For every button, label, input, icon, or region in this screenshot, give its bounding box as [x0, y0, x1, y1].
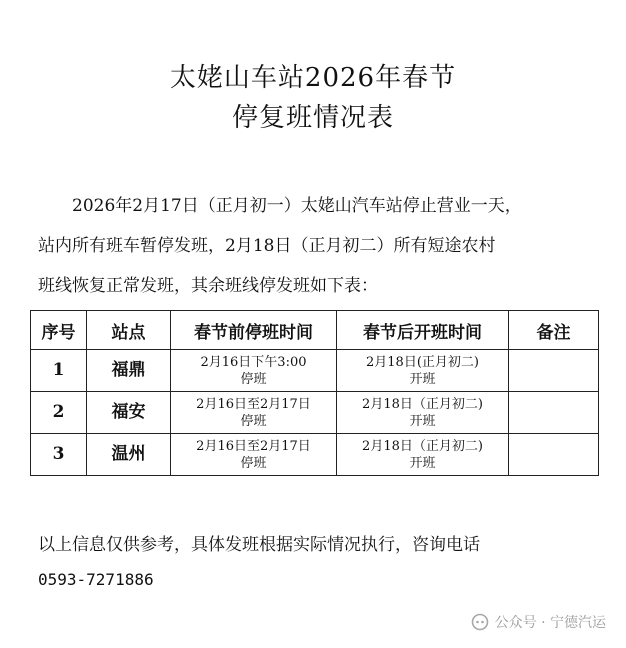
row-after-line2: 开班 [409, 413, 436, 429]
table-row [31, 392, 599, 434]
row-before-line1: 2月16日至2月17日 [196, 396, 311, 412]
row-station: 福安 [87, 392, 171, 434]
row-note [509, 350, 599, 392]
header-station: 站点 [87, 311, 171, 350]
row-station: 温州 [87, 434, 171, 476]
title-line-2: 停复班情况表 [231, 103, 394, 133]
row-after-line1: 2月18日（正月初二) [362, 438, 483, 454]
watermark [471, 612, 606, 632]
contact-phone: 0593-7271886 [38, 570, 154, 589]
header-before: 春节前停班时间 [171, 311, 337, 350]
row-before-line1: 2月16日下午3:00 [200, 354, 307, 370]
row-after-line1: 2月18日（正月初二) [362, 396, 483, 412]
document-title [0, 58, 626, 138]
row-note [509, 434, 599, 476]
row-before-line2: 停班 [240, 413, 267, 429]
table-row [31, 434, 599, 476]
header-after: 春节后开班时间 [337, 311, 509, 350]
row-no: 3 [31, 434, 87, 476]
intro-line-3: 班线恢复正常发班，其余班线停发班如下表： [38, 276, 378, 296]
row-after [337, 392, 509, 434]
title-line-1: 太姥山车站2026年春节 [169, 63, 457, 93]
row-after-line2: 开班 [409, 455, 436, 471]
schedule-table [30, 310, 599, 476]
row-station: 福鼎 [87, 350, 171, 392]
table-header-row [31, 311, 599, 350]
row-no: 1 [31, 350, 87, 392]
intro-line-1: 2026年2月17日（正月初一）太姥山汽车站停止营业一天， [72, 196, 522, 216]
row-before [171, 350, 337, 392]
row-before-line2: 停班 [240, 371, 267, 387]
header-no: 序号 [31, 311, 87, 350]
header-note: 备注 [509, 311, 599, 350]
row-note [509, 392, 599, 434]
wechat-official-account-icon [471, 613, 489, 631]
row-before-line1: 2月16日至2月17日 [196, 438, 311, 454]
intro-paragraph [38, 186, 602, 306]
row-after [337, 434, 509, 476]
row-after [337, 350, 509, 392]
row-no: 2 [31, 392, 87, 434]
table-row [31, 350, 599, 392]
row-after-line1: 2月18日(正月初二) [366, 354, 479, 370]
intro-line-2: 站内所有班车暂停发班，2月18日（正月初二）所有短途农村 [38, 236, 496, 256]
row-after-line2: 开班 [409, 371, 436, 387]
row-before [171, 434, 337, 476]
watermark-text: 公众号 · 宁德汽运 [494, 615, 606, 631]
row-before-line2: 停班 [240, 455, 267, 471]
row-before [171, 392, 337, 434]
footer-note: 以上信息仅供参考，具体发班根据实际情况执行，咨询电话 [38, 535, 480, 555]
